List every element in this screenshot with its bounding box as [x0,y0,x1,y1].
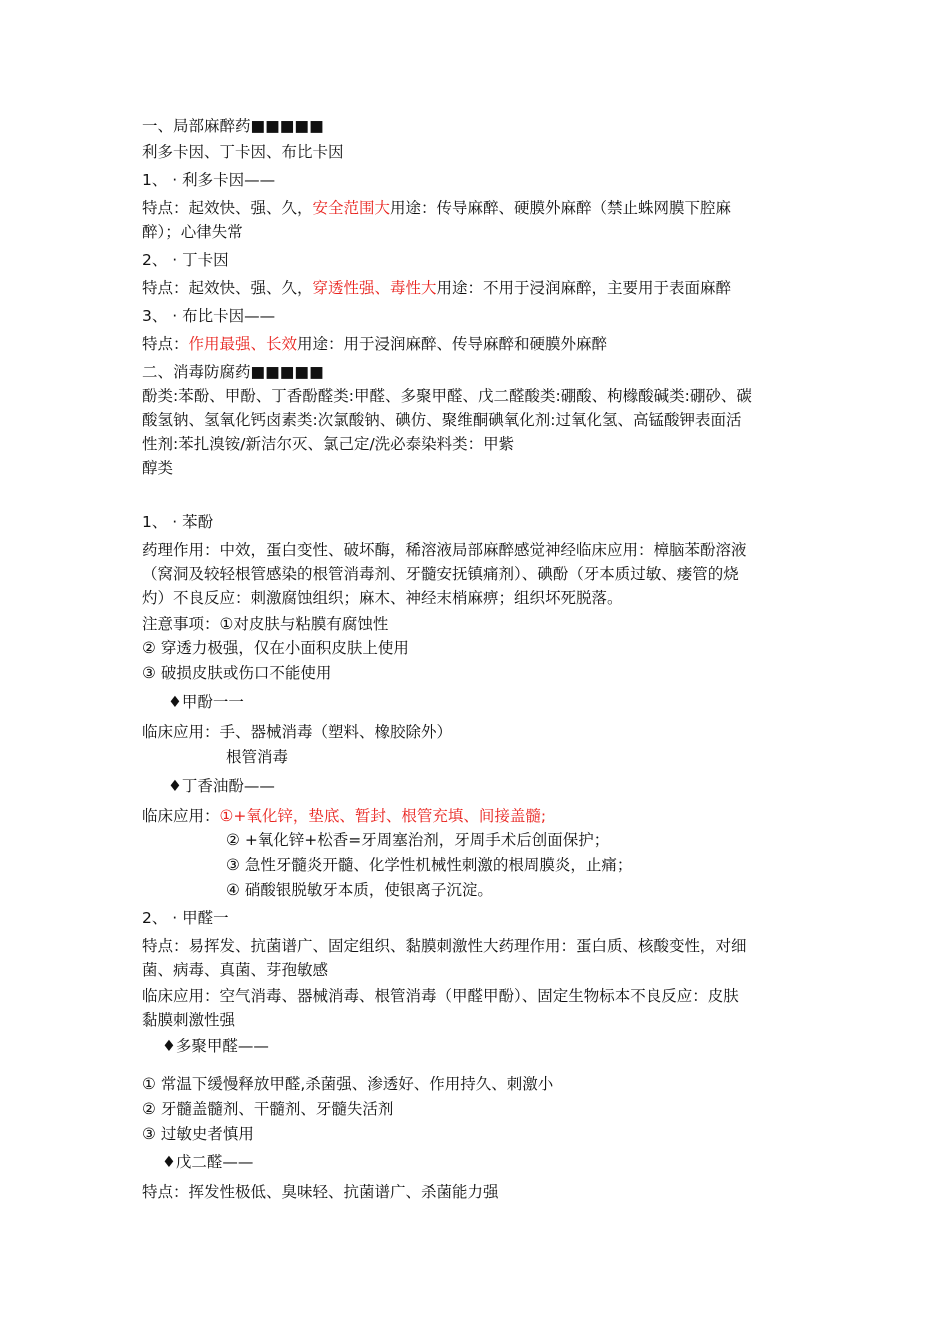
phenol-note-0: 注意事项：①对皮肤与粘膜有腐蚀性 [142,615,389,633]
paraformaldehyde-item-2: ② 牙髓盖髓剂、干髓剂、牙髓失活剂 [142,1100,394,1118]
section-1-drug-list: 利多卡因、丁卡因、布比卡因 [142,143,344,161]
formaldehyde-text-4: 黏膜刺激性强 [142,1011,236,1029]
tetracaine-text: 特点：起效快、强、久，穿透性强、毒性大用途：不用于浸润麻醉，主要用于表面麻醉 [142,279,732,297]
classes-line-4: 醇类 [142,459,174,477]
glutaraldehyde-text: 特点：挥发性极低、臭味轻、抗菌谱广、杀菌能力强 [142,1183,499,1201]
tetracaine-heading: 2、 · 丁卡因 [142,251,229,269]
bupivacaine-text: 特点：作用最强、长效用途：用于浸润麻醉、传导麻醉和硬膜外麻醉 [142,335,608,353]
phenol-note-1: ② 穿透力极强，仅在小面积皮肤上使用 [142,639,409,657]
paraformaldehyde-heading: ♦多聚甲醛—— [162,1037,269,1055]
formaldehyde-text-3: 临床应用：空气消毒、器械消毒、根管消毒（甲醛甲酚）、固定生物标本不良反应：皮肤 [142,987,739,1005]
eugenol-use-4: ④ 硝酸银脱敏牙本质，使银离子沉淀。 [226,881,493,899]
section-2-title: 二、消毒防腐药■■■■■ [142,363,324,381]
eugenol-heading: ♦丁香油酚—— [168,777,275,795]
cresol-heading: ♦甲酚一一 [168,693,244,711]
highlight-strongest-long-acting: 作用最强、长效 [188,335,298,353]
paraformaldehyde-item-3: ③ 过敏史者慎用 [142,1125,254,1143]
classes-line-3: 性剂:苯扎溴铵/新洁尔灭、氯己定/洗必泰染料类：甲紫 [142,435,515,453]
phenol-text-line-1: 药理作用：中效，蛋白变性、破坏酶，稀溶液局部麻醉感觉神经临床应用：樟脑苯酚溶液 [142,541,747,559]
phenol-heading: 1、 · 苯酚 [142,513,214,531]
formaldehyde-text-2: 菌、病毒、真菌、芽孢敏感 [142,961,329,979]
bupivacaine-heading: 3、 · 布比卡因—— [142,307,276,325]
eugenol-use-3: ③ 急性牙髓炎开髓、化学性机械性刺激的根周膜炎，止痛； [226,856,633,874]
lidocaine-text-line-2: 醉）；心律失常 [142,223,243,241]
cresol-use-1: 临床应用：手、器械消毒（塑料、橡胶除外） [142,723,453,741]
cresol-use-2: 根管消毒 [226,748,289,766]
paraformaldehyde-item-1: ① 常温下缓慢释放甲醛,杀菌强、渗透好、作用持久、刺激小 [142,1075,554,1093]
highlight-penetration-toxicity: 穿透性强、毒性大 [312,279,437,297]
lidocaine-heading: 1、 · 利多卡因—— [142,171,276,189]
formaldehyde-text-1: 特点：易挥发、抗菌谱广、固定组织、黏膜刺激性大药理作用：蛋白质、核酸变性，对细 [142,937,747,955]
section-1-title: 一、局部麻醉药■■■■■ [142,117,324,135]
formaldehyde-heading: 2、 · 甲醛一 [142,909,229,927]
phenol-note-2: ③ 破损皮肤或伤口不能使用 [142,664,332,682]
highlight-eugenol-use: ①+氧化锌，垫底、暂封、根管充填、间接盖髓; [219,807,547,825]
phenol-text-line-2: （窝洞及较轻根管感染的根管消毒剂、牙髓安抚镇痛剂）、碘酚（牙本质过敏、瘘管的烧 [142,565,739,583]
highlight-safety-range: 安全范围大 [312,199,391,217]
classes-line-2: 酸氢钠、氢氧化钙卤素类:次氯酸钠、碘仿、聚维酮碘氧化剂:过氧化氢、高锰酸钾表面活 [142,411,742,429]
lidocaine-text-line-1: 特点：起效快、强、久，安全范围大用途：传导麻醉、硬膜外麻醉（禁止蛛网膜下腔麻 [142,199,732,217]
phenol-text-line-3: 灼）不良反应：刺激腐蚀组织；麻木、神经末梢麻痹；组织坏死脱落。 [142,589,623,607]
eugenol-use-1: 临床应用：①+氧化锌，垫底、暂封、根管充填、间接盖髓; [142,807,547,825]
eugenol-use-2: ② +氧化锌+松香=牙周塞治剂，牙周手术后创面保护； [226,831,610,849]
classes-line-1: 酚类:苯酚、甲酚、丁香酚醛类:甲醛、多聚甲醛、戊二醛酸类:硼酸、枸橼酸碱类:硼砂、碳 [142,387,752,405]
glutaraldehyde-heading: ♦戊二醛—— [162,1153,254,1171]
